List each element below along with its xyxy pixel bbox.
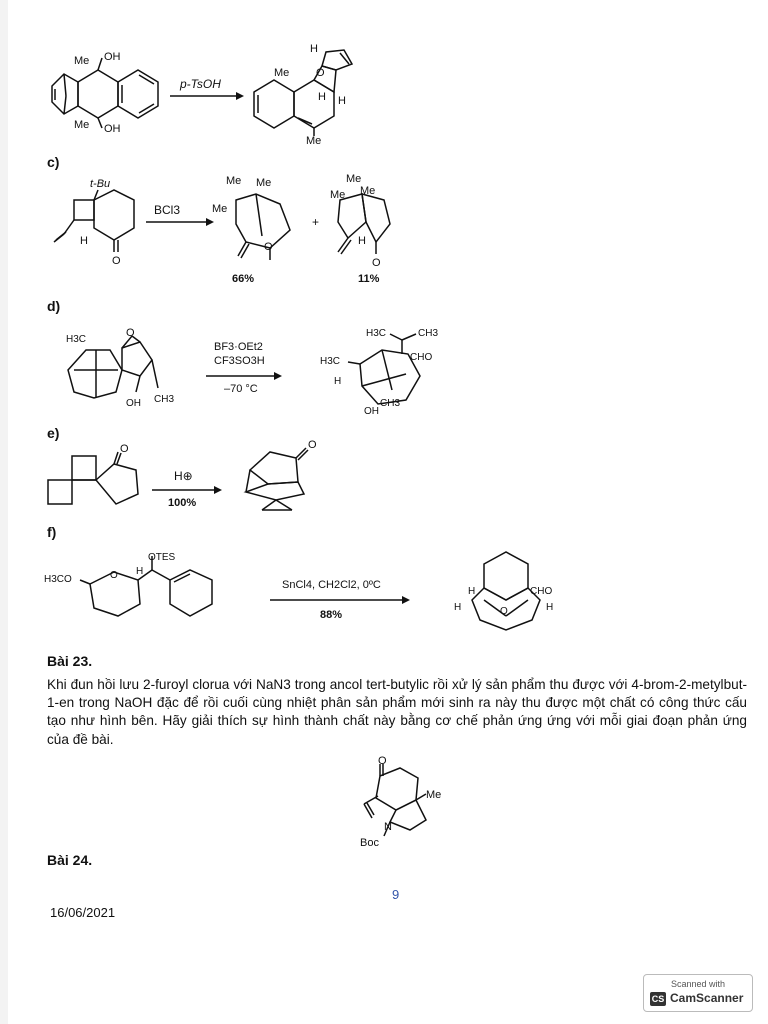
- label-e: e): [47, 425, 60, 441]
- reaction-c-plus: +: [312, 215, 320, 229]
- bai23-text: Khi đun hồi lưu 2-furoyl clorua với NaN3 trong ancol tert-butylic rồi xử lý sản phẩm thu được với 4-brom-2-metylbut-1-en trong NaOH đặc để rồi cuối cùng nhiệt phân sản phẩm mới sinh ra này thu được một chất có công thức cấu tạo như hình bên. Hãy giải thích sự hình thành chất này bằng cơ chế phản ứng ứng với mỗi giai đoạn phản ứng của đề bài.: [47, 677, 747, 747]
- reaction-d-product-label-1: H3C: [366, 328, 387, 339]
- reaction-c-scheme: [40, 170, 400, 290]
- reaction-f-reactant-label-2: H3CO: [44, 574, 72, 585]
- reaction-c-reactant-label-3: O: [112, 255, 121, 267]
- label-d: d): [47, 298, 61, 314]
- reaction-d-product-label-4: H3C: [320, 356, 341, 367]
- camscanner-badge: [643, 974, 753, 1012]
- reaction-b-product-label-2: O: [316, 67, 325, 79]
- reaction-b-scheme: [40, 44, 380, 150]
- reaction-f-product-label-1: H: [468, 586, 476, 597]
- reaction-f-product-label-5: H: [546, 602, 554, 613]
- camscanner-logo-icon: CS: [651, 994, 665, 1004]
- reaction-b-product-label-4: H: [318, 91, 326, 103]
- reaction-d-condition: –70 °C: [224, 383, 258, 395]
- reaction-d-reactant-label-1: H3C: [66, 334, 87, 345]
- reaction-b-reactant-label-4: OH: [104, 123, 121, 135]
- reaction-c-product1-label-4: O: [264, 241, 273, 253]
- reaction-b-product-label-6: Me: [306, 135, 322, 147]
- reaction-c-product1-label-1: Me: [226, 175, 242, 187]
- reaction-e-scheme: [40, 440, 340, 520]
- reaction-d-reagent-2: CF3SO3H: [214, 355, 265, 367]
- reaction-f-reactant-label-4: H: [136, 566, 144, 577]
- label-c: c): [47, 154, 60, 170]
- reaction-b-product-label-5: H: [338, 95, 346, 107]
- reaction-b-reagent: p-TsOH: [180, 77, 221, 91]
- reaction-f-scheme: [40, 544, 580, 644]
- reaction-c-reactant-label-2: H: [80, 235, 88, 247]
- reaction-d-reagent-1: BF3·OEt2: [214, 341, 263, 353]
- page-number: 9: [392, 887, 400, 902]
- reaction-e-reactant-label: O: [120, 443, 129, 455]
- reaction-b-product-label-3: Me: [274, 67, 290, 79]
- reaction-f-product-label-4: O: [500, 606, 508, 617]
- page-shadow-edge: [0, 0, 8, 1024]
- reaction-e-yield: 100%: [168, 497, 197, 509]
- reaction-b-product-label-1: H: [310, 43, 318, 55]
- reaction-d-reactant-label-2: O: [126, 327, 135, 339]
- reaction-f-reagent: SnCl4, CH2Cl2, 0ºC: [282, 579, 381, 591]
- reaction-c-reactant-label-1: t-Bu: [90, 178, 111, 190]
- reaction-c-product2-label-4: H: [358, 235, 366, 247]
- reaction-b-reactant-label-1: Me: [74, 55, 90, 67]
- reaction-e-reagent: H⊕: [174, 469, 193, 483]
- reaction-b-reactant-label-2: OH: [104, 51, 121, 63]
- reaction-b-reactant-label-3: Me: [74, 119, 90, 131]
- reaction-e-product-label: O: [308, 439, 317, 451]
- bai23-structure-label-1: O: [378, 755, 387, 767]
- bai23-heading: Bài 23.: [47, 653, 93, 669]
- reaction-d-product-label-2: CH3: [418, 328, 439, 339]
- bai23-structure-label-2: Me: [426, 789, 442, 801]
- scanner-caption: Scanned with: [670, 979, 726, 989]
- reaction-f-reactant-label-1: OTES: [148, 552, 176, 563]
- bai23-structure-label-4: Boc: [360, 837, 379, 849]
- reaction-d-product-label-6: OH: [364, 406, 379, 417]
- reaction-f-product-label-2: CHO: [530, 586, 553, 597]
- label-f: f): [47, 524, 57, 540]
- reaction-f-reactant-label-3: O: [110, 570, 118, 581]
- reaction-d-product-label-3: CHO: [410, 352, 433, 363]
- reaction-d-reactant-label-4: CH3: [154, 394, 175, 405]
- reaction-d-product-label-7: CH3: [380, 398, 401, 409]
- bai23-structure-label-3: N: [384, 821, 392, 833]
- reaction-f-product-label-3: H: [454, 602, 462, 613]
- reaction-c-product2-label-1: Me: [346, 173, 362, 185]
- reaction-d-product-label-5: H: [334, 376, 342, 387]
- reaction-d-scheme: [40, 320, 460, 420]
- reaction-c-product2-yield: 11%: [358, 273, 380, 285]
- reaction-c-reagent: BCl3: [154, 203, 181, 217]
- reaction-c-product1-label-3: Me: [212, 203, 228, 215]
- reaction-f-yield: 88%: [320, 609, 343, 621]
- reaction-c-product2-label-5: O: [372, 257, 381, 269]
- reaction-c-product2-label-3: Me: [360, 185, 376, 197]
- reaction-c-product1-label-2: Me: [256, 177, 272, 189]
- reaction-c-product1-yield: 66%: [232, 273, 255, 285]
- reaction-c-product2-label-2: Me: [330, 189, 346, 201]
- reaction-d-reactant-label-3: OH: [126, 398, 141, 409]
- bai23-structure: [350, 755, 460, 850]
- scanner-name: CamScanner: [670, 991, 744, 1005]
- page-date: 16/06/2021: [50, 905, 116, 920]
- bai24-heading: Bài 24.: [47, 852, 93, 868]
